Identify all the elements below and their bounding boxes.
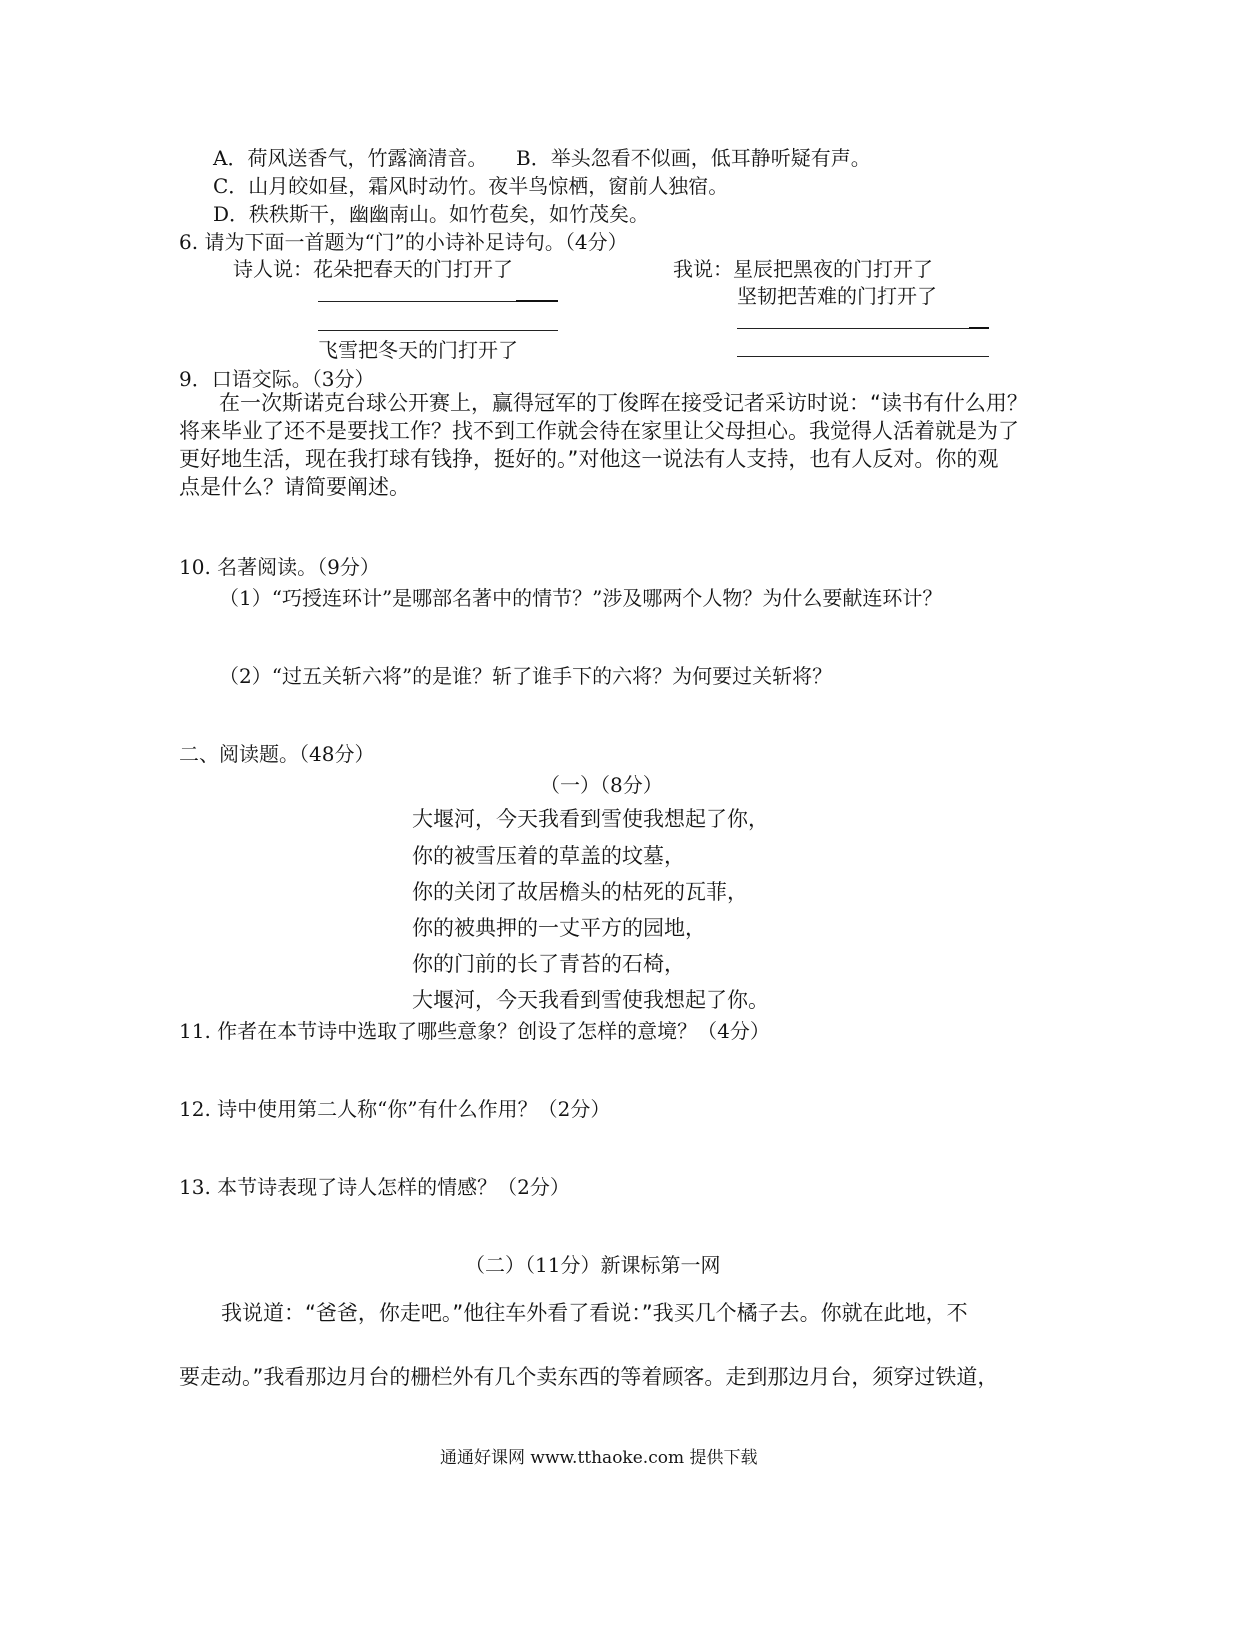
poem-line: 你的被典押的一丈平方的园地， [412,916,706,940]
poet-line-last: 飞雪把冬天的门打开了 [318,338,518,362]
footer: 通通好课网 www.tthaoke.com 提供下载 [440,1448,758,1468]
option-d: D．秩秩斯干，幽幽南山。如竹苞矣，如竹茂矣。 [213,202,650,226]
question-9-text: 将来毕业了还不是要找工作？找不到工作就会待在家里让父母担心。我觉得人活着就是为了 [179,419,1019,443]
answer-blank[interactable] [318,301,516,302]
poem-line: 大堰河，今天我看到雪使我想起了你， [412,807,769,831]
passage-line: 我说道：“爸爸，你走吧。”他往车外看了看说：”我买几个橘子去。你就在此地，不 [221,1301,968,1325]
poem-line: 大堰河，今天我看到雪使我想起了你。 [412,988,769,1012]
answer-blank[interactable] [737,356,989,357]
section-2-title: 二、阅读题。（48分） [179,742,375,766]
poem-line: 你的被雪压着的草盖的坟墓， [412,844,685,868]
poem-line: 你的门前的长了青苔的石椅， [412,952,685,976]
question-12: 12. 诗中使用第二人称“你”有什么作用？（2分） [179,1097,611,1121]
answer-blank-end [516,300,558,302]
question-13: 13. 本节诗表现了诗人怎样的情感？（2分） [179,1175,570,1199]
me-line-2: 坚韧把苦难的门打开了 [737,284,937,308]
passage-line: 要走动。”我看那边月台的栅栏外有几个卖东西的等着顾客。走到那边月台，须穿过铁道， [179,1365,999,1389]
part-2-title: （二）（11分）新课标第一网 [465,1253,721,1277]
question-10-sub-1: （1）“巧授连环计”是哪部名著中的情节？”涉及哪两个人物？为什么要献连环计？ [219,586,943,610]
poem-line: 你的关闭了故居檐头的枯死的瓦菲， [412,880,748,904]
answer-blank[interactable] [737,328,969,329]
option-c: C．山月皎如昼，霜风时动竹。夜半鸟惊栖，窗前人独宿。 [213,174,729,198]
question-9-prompt: 9．口语交际。（3分） [179,367,375,391]
option-a: A．荷风送香气，竹露滴清音。 [213,146,488,170]
question-6-prompt: 6. 请为下面一首题为“门”的小诗补足诗句。（4分） [179,230,628,254]
question-10-sub-2: （2）“过五关斩六将”的是谁？斩了谁手下的六将？为何要过关斩将？ [219,664,833,688]
answer-blank[interactable] [318,330,558,331]
poet-line-1: 诗人说：花朵把春天的门打开了 [233,257,513,281]
option-b: B．举头忽看不似画，低耳静听疑有声。 [516,146,871,170]
question-11: 11. 作者在本节诗中选取了哪些意象？创设了怎样的意境？（4分） [179,1019,770,1043]
answer-blank-end [969,327,989,329]
question-9-text: 在一次斯诺克台球公开赛上，赢得冠军的丁俊晖在接受记者采访时说：“读书有什么用？ [219,391,1028,415]
question-10-prompt: 10. 名著阅读。（9分） [179,555,380,579]
question-9-text: 点是什么？请简要阐述。 [179,475,410,499]
question-9-text: 更好地生活，现在我打球有钱挣，挺好的。”对他这一说法有人支持，也有人反对。你的观 [179,447,999,471]
part-1-title: （一）（8分） [540,773,663,797]
me-line-1: 我说：星辰把黑夜的门打开了 [673,257,933,281]
